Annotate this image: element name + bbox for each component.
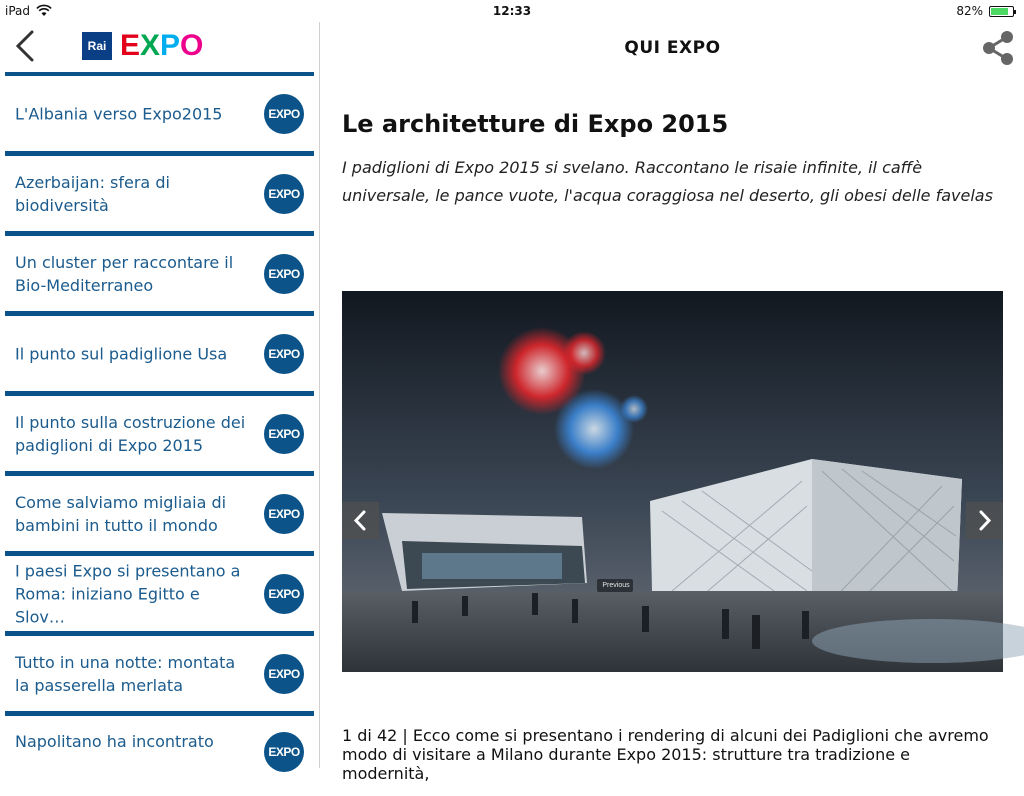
article-title: Le architetture di Expo 2015 — [342, 110, 729, 138]
news-item-title: L'Albania verso Expo2015 — [15, 104, 223, 123]
chevron-left-icon — [342, 502, 379, 539]
expo-logo-letter: P — [160, 29, 180, 62]
battery-percent: 82% — [956, 4, 983, 18]
news-list-item[interactable] — [5, 316, 314, 396]
battery-icon — [989, 6, 1014, 17]
chevron-right-icon — [966, 502, 1003, 539]
device-label: iPad — [5, 4, 31, 18]
main-header — [321, 22, 1024, 76]
rai-logo: Rai — [82, 32, 112, 60]
expo-badge-icon: EXPO — [264, 94, 304, 134]
status-bar — [0, 0, 1024, 22]
news-item-title: Il punto sulla costruzione dei padiglioni di Expo 2015 — [15, 412, 246, 455]
news-list-item[interactable] — [5, 636, 314, 716]
news-list-item[interactable] — [5, 396, 314, 476]
gallery-overlay-label: Previous — [602, 582, 630, 589]
gallery-previous-button[interactable] — [342, 502, 379, 539]
news-item-title: Azerbaijan: sfera di biodiversità — [15, 172, 170, 215]
gallery-next-button[interactable] — [966, 502, 1003, 539]
news-item-title: Un cluster per raccontare il Bio-Mediterraneo — [15, 252, 234, 295]
sidebar — [0, 22, 320, 768]
news-list-item[interactable] — [5, 76, 314, 156]
back-chevron-icon[interactable] — [10, 28, 40, 64]
news-list-item[interactable] — [5, 476, 314, 556]
expo-badge-icon: EXPO — [264, 254, 304, 294]
expo-logo-letter: E — [120, 29, 140, 62]
battery-level — [991, 8, 1008, 15]
article-subtitle: I padiglioni di Expo 2015 si svelano. Raccontano le risaie infinite, il caffè universale, le pance vuote, l'acqua coraggiosa nel deserto, gli obesi delle favelas — [342, 158, 993, 205]
page-title: QUI EXPO — [624, 38, 721, 58]
share-icon[interactable] — [978, 28, 1018, 68]
expo-badge-icon: EXPO — [264, 334, 304, 374]
expo-logo-letter: O — [180, 29, 203, 62]
expo-badge-icon: EXPO — [264, 654, 304, 694]
news-item-title: Il punto sul padiglione Usa — [15, 344, 228, 363]
rai-expo-logo — [82, 29, 203, 62]
sidebar-header — [0, 22, 319, 76]
expo-badge-icon: EXPO — [264, 494, 304, 534]
news-list-item[interactable] — [5, 716, 314, 796]
expo-badge-icon: EXPO — [264, 574, 304, 614]
news-list-item[interactable] — [5, 236, 314, 316]
news-list-item[interactable] — [5, 556, 314, 636]
expo-badge-icon: EXPO — [264, 174, 304, 214]
expo-logo — [120, 29, 203, 62]
image-gallery[interactable] — [342, 291, 1003, 672]
news-list-item[interactable] — [5, 156, 314, 236]
expo-logo-letter: X — [140, 29, 160, 62]
expo-rendering-image — [342, 291, 1003, 672]
news-item-title: I paesi Expo si presentano a Roma: iniziano Egitto e Slov… — [15, 561, 241, 626]
news-item-title: Come salviamo migliaia di bambini in tutto il mondo — [15, 492, 227, 535]
news-item-title: Tutto in una notte: montata la passerella merlata — [15, 652, 236, 695]
news-item-title: Napolitano ha incontrato — [15, 732, 214, 751]
expo-badge-icon: EXPO — [264, 414, 304, 454]
gallery-caption: 1 di 42 | Ecco come si presentano i rendering di alcuni dei Padiglioni che avremo modo di visitare a Milano durante Expo 2015: strutture tra tradizione e modernità, — [342, 726, 989, 783]
expo-badge-icon: EXPO — [264, 732, 304, 772]
status-time: 12:33 — [492, 4, 532, 18]
news-list — [0, 76, 319, 796]
article — [342, 110, 1002, 210]
